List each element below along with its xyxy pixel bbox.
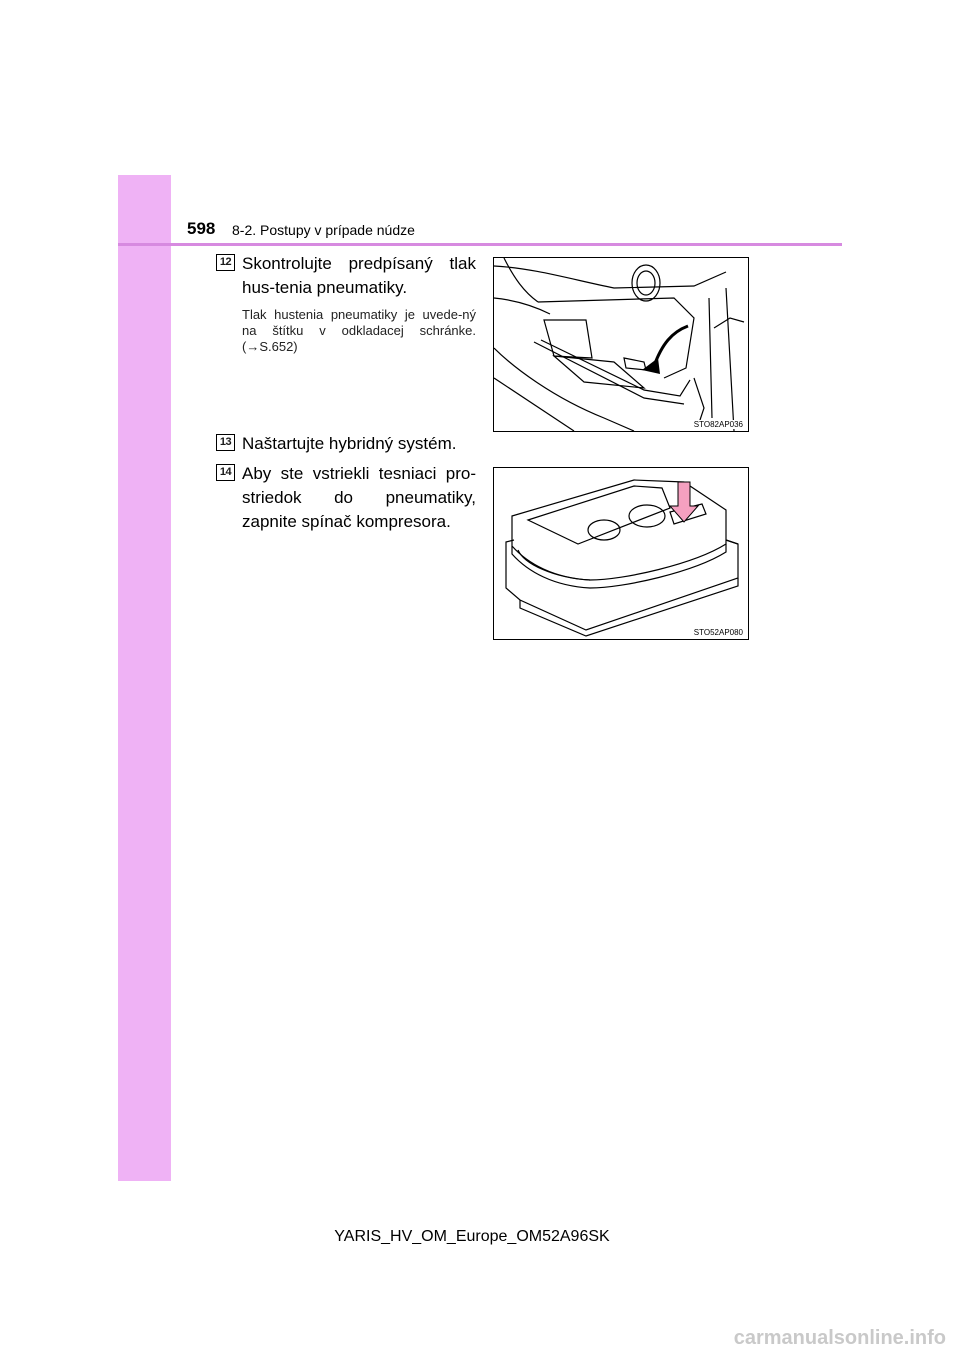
compressor-illustration: [493, 467, 749, 640]
step-12-text: Skontrolujte predpísaný tlak hus-tenia pneumatiky.: [242, 254, 476, 297]
page-number: 598: [187, 219, 216, 238]
document-code-footer: [0, 1228, 960, 1246]
glovebox-drawing: [494, 258, 748, 431]
step-number-12: 12: [216, 254, 235, 271]
step-13-text: Naštartujte hybridný systém.: [242, 434, 457, 453]
step-14-text: Aby ste vstriekli tesniaci pro-striedok do pneumatiky, zapnite spínač kompresora.: [242, 464, 476, 531]
section-title: 8-2. Postupy v prípade núdze: [232, 222, 415, 238]
document-code: YARIS_HV_OM_Europe_OM52A96SK: [334, 1228, 610, 1245]
compressor-drawing: [494, 468, 748, 639]
figure-code: STO82AP036: [693, 420, 743, 429]
step-number-13: 13: [216, 434, 235, 451]
watermark: carmanualsonline.info: [733, 1327, 946, 1349]
step-12-note: Tlak hustenia pneumatiky je uvede-ný na štítku v odkladacej schránke. (→S.652): [242, 307, 476, 354]
glovebox-illustration: [493, 257, 749, 432]
section-sidebar-tab: [118, 175, 171, 1181]
figure-code: STO52AP080: [693, 628, 743, 637]
step-number-14: 14: [216, 464, 235, 481]
header-divider: [118, 243, 842, 246]
